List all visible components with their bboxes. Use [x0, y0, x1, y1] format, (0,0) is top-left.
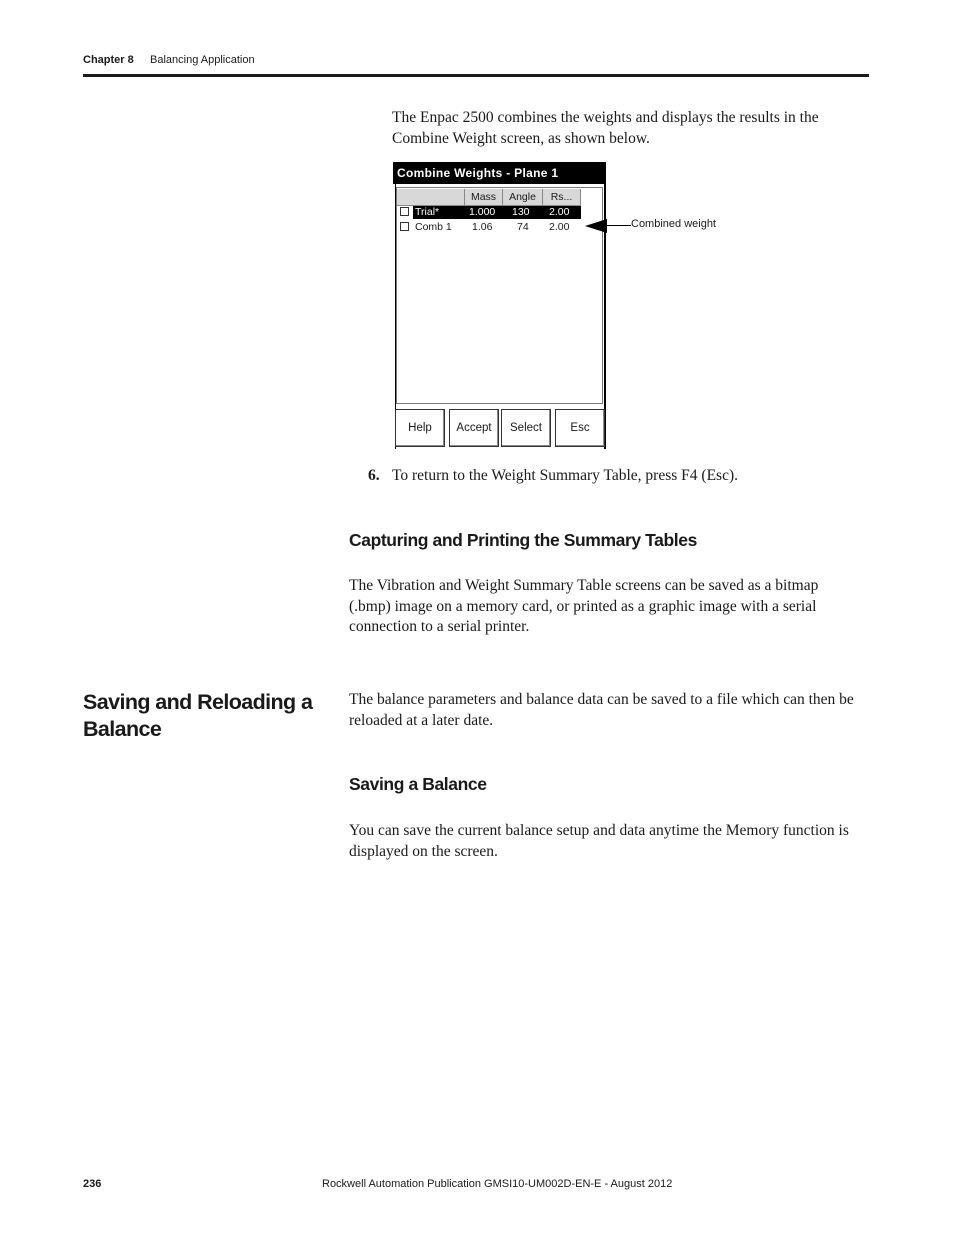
row-rs: 2.00: [549, 221, 570, 233]
row-angle: 130: [512, 206, 530, 218]
row-rs: 2.00: [549, 206, 570, 218]
capturing-heading: Capturing and Printing the Summary Tables: [349, 530, 697, 550]
esc-button[interactable]: Esc: [555, 409, 605, 447]
row-checkbox[interactable]: [400, 222, 409, 231]
capturing-paragraph: The Vibration and Weight Summary Table screens can be saved as a bitmap (.bmp) image on a memory card, or printed as a graphic image with a serial connection to a serial printer.: [349, 577, 819, 635]
weights-list[interactable]: [396, 187, 603, 404]
row-mass: 1.06: [472, 221, 493, 233]
page-number: 236: [83, 1178, 102, 1190]
saving-paragraph: You can save the current balance setup and data anytime the Memory function is displayed on the screen.: [349, 822, 849, 860]
callout-leader-line: [604, 225, 631, 226]
step-text: To return to the Weight Summary Table, press F4 (Esc).: [392, 467, 738, 484]
callout-label: Combined weight: [631, 218, 716, 230]
header-section-title: Balancing Application: [150, 54, 255, 66]
help-button[interactable]: Help: [395, 409, 445, 447]
row-angle: 74: [517, 221, 529, 233]
accept-button[interactable]: Accept: [449, 409, 499, 447]
saving-reloading-heading: Saving and Reloading a Balance: [83, 690, 313, 741]
footer-publication: Rockwell Automation Publication GMSI10-UM002D-EN-E - August 2012: [322, 1178, 673, 1190]
column-header-mass[interactable]: Mass: [465, 189, 503, 206]
row-name: Comb 1: [415, 221, 452, 233]
saving-reloading-paragraph: The balance parameters and balance data can be saved to a file which can then be reloaded at a later date.: [349, 691, 854, 729]
intro-paragraph: The Enpac 2500 combines the weights and displays the results in the Combine Weight screen, as shown below.: [392, 109, 819, 147]
column-header-angle[interactable]: Angle: [503, 189, 543, 206]
header-chapter: Chapter 8: [83, 54, 134, 66]
row-name: Trial*: [415, 206, 440, 218]
screen-title: Combine Weights - Plane 1: [393, 162, 606, 184]
column-header-rs[interactable]: Rs...: [543, 189, 581, 206]
header-rule: [83, 74, 869, 77]
callout-arrow-icon: [585, 219, 607, 233]
select-button[interactable]: Select: [501, 409, 551, 447]
column-header-name: [397, 189, 465, 206]
row-checkbox[interactable]: [400, 207, 409, 216]
combine-weights-screen: [393, 162, 606, 449]
row-mass: 1.000: [469, 206, 496, 218]
saving-heading: Saving a Balance: [349, 774, 487, 794]
step-number: 6.: [368, 467, 380, 484]
